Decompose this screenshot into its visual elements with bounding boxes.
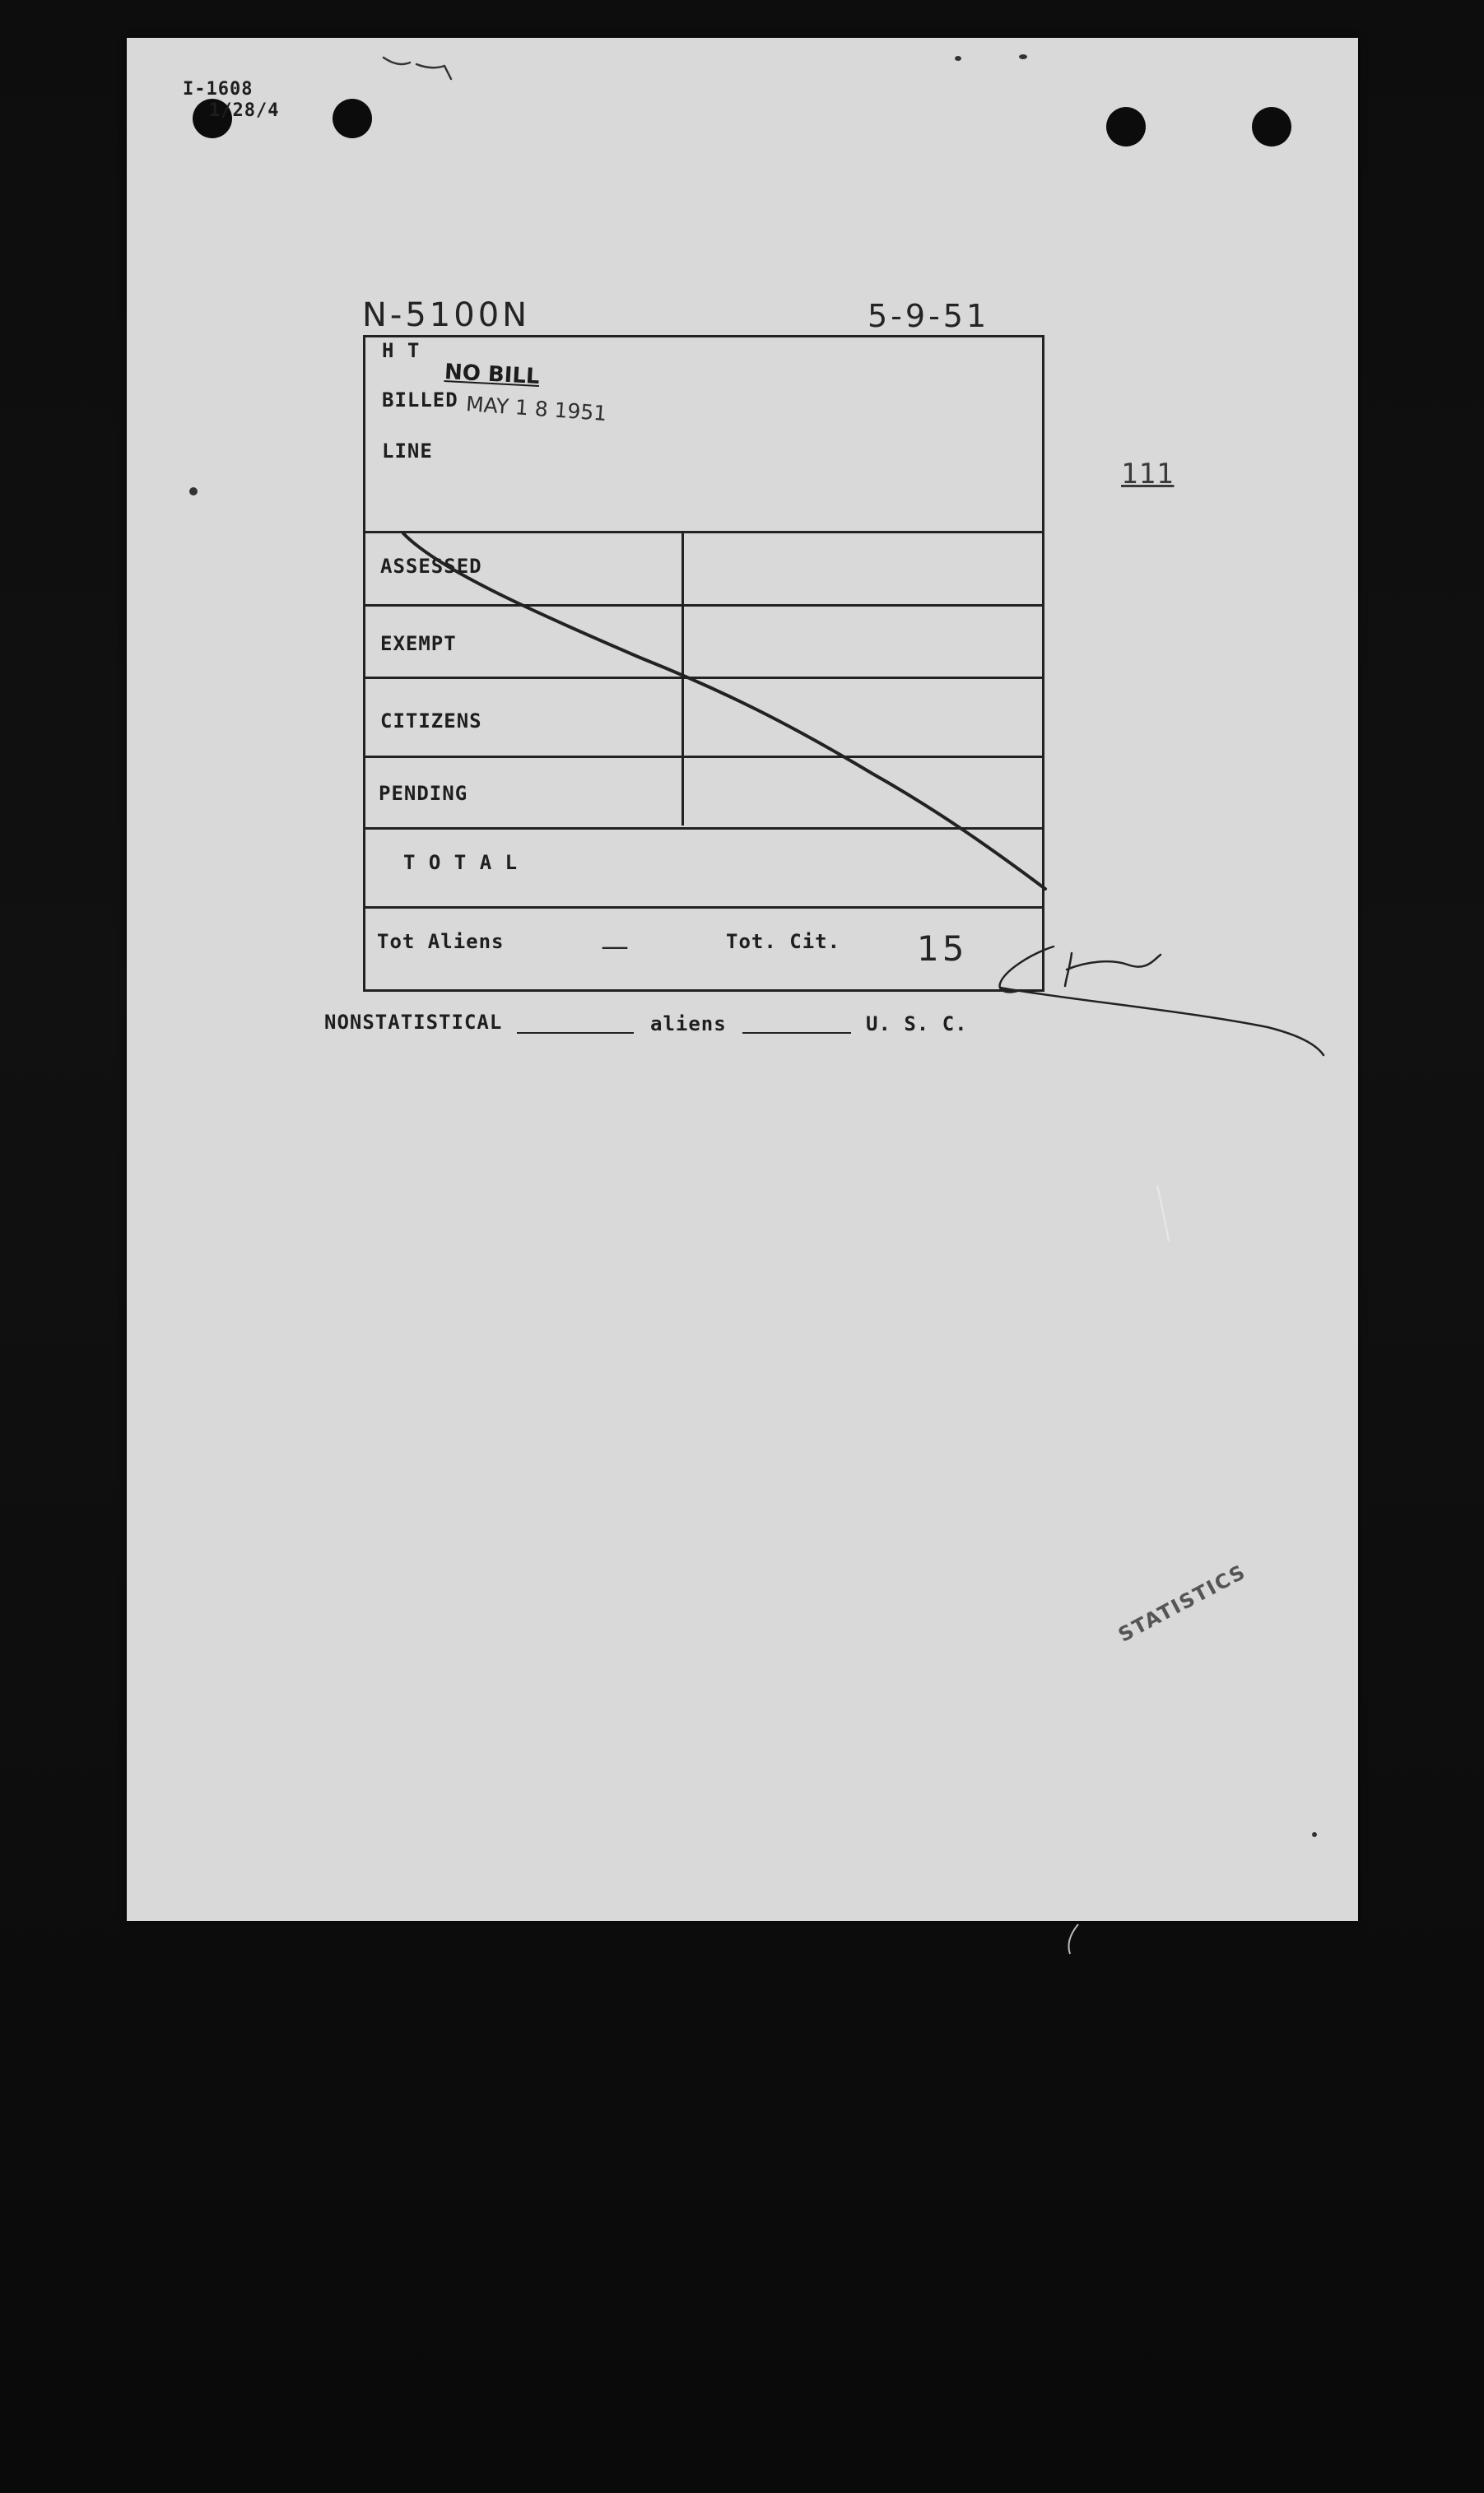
exempt-label: EXEMPT: [380, 632, 457, 655]
dust-speck: [955, 56, 961, 61]
citizens-label: CITIZENS: [380, 709, 482, 733]
total-label: T O T A L: [403, 851, 519, 874]
statistics-stamp: STATISTICS: [1114, 1560, 1250, 1647]
ht-label: H T: [382, 339, 421, 362]
tot-cit-label: Tot. Cit.: [726, 930, 841, 953]
column-divider: [682, 531, 684, 826]
divider-total: [363, 906, 1044, 909]
form-number: I-1608: [183, 79, 254, 100]
tot-aliens-value: —: [601, 930, 632, 963]
assessed-label: ASSESSED: [380, 555, 482, 578]
tot-cit-value: 15: [917, 928, 968, 969]
divider-pending: [363, 827, 1044, 830]
nonstatistical-blank: [517, 1032, 634, 1034]
pending-label: PENDING: [379, 782, 468, 805]
tot-aliens-label: Tot Aliens: [377, 930, 505, 953]
file-number: N-5100N: [362, 296, 531, 334]
aliens-label: aliens: [650, 1012, 727, 1035]
stray-mark-bottom: [1068, 1924, 1078, 1954]
nonstatistical-label: NONSTATISTICAL: [324, 1011, 503, 1034]
line-label: LINE: [382, 440, 433, 463]
divider-assessed: [363, 604, 1044, 607]
form-revision: 1/28/4: [209, 100, 280, 121]
date-received-stamp: MAY 1 8 1951: [465, 392, 608, 426]
divider-top-section: [363, 531, 1044, 533]
side-number: 111: [1121, 458, 1175, 491]
divider-exempt: [363, 677, 1044, 679]
aliens-blank: [742, 1032, 851, 1034]
dust-speck: [189, 487, 198, 495]
punch-hole-right-2: [1252, 107, 1291, 147]
handwritten-date: 5-9-51: [868, 298, 990, 334]
usc-label: U. S. C.: [866, 1012, 968, 1035]
punch-hole-left-2: [333, 99, 372, 138]
dust-speck: [1019, 54, 1027, 59]
form-box: [363, 335, 1044, 992]
punch-hole-right: [1106, 107, 1146, 147]
no-bill-stamp: NO BILL: [444, 359, 541, 390]
dust-speck: [1312, 1832, 1317, 1837]
billed-label: BILLED: [382, 388, 458, 412]
divider-citizens: [363, 756, 1044, 758]
